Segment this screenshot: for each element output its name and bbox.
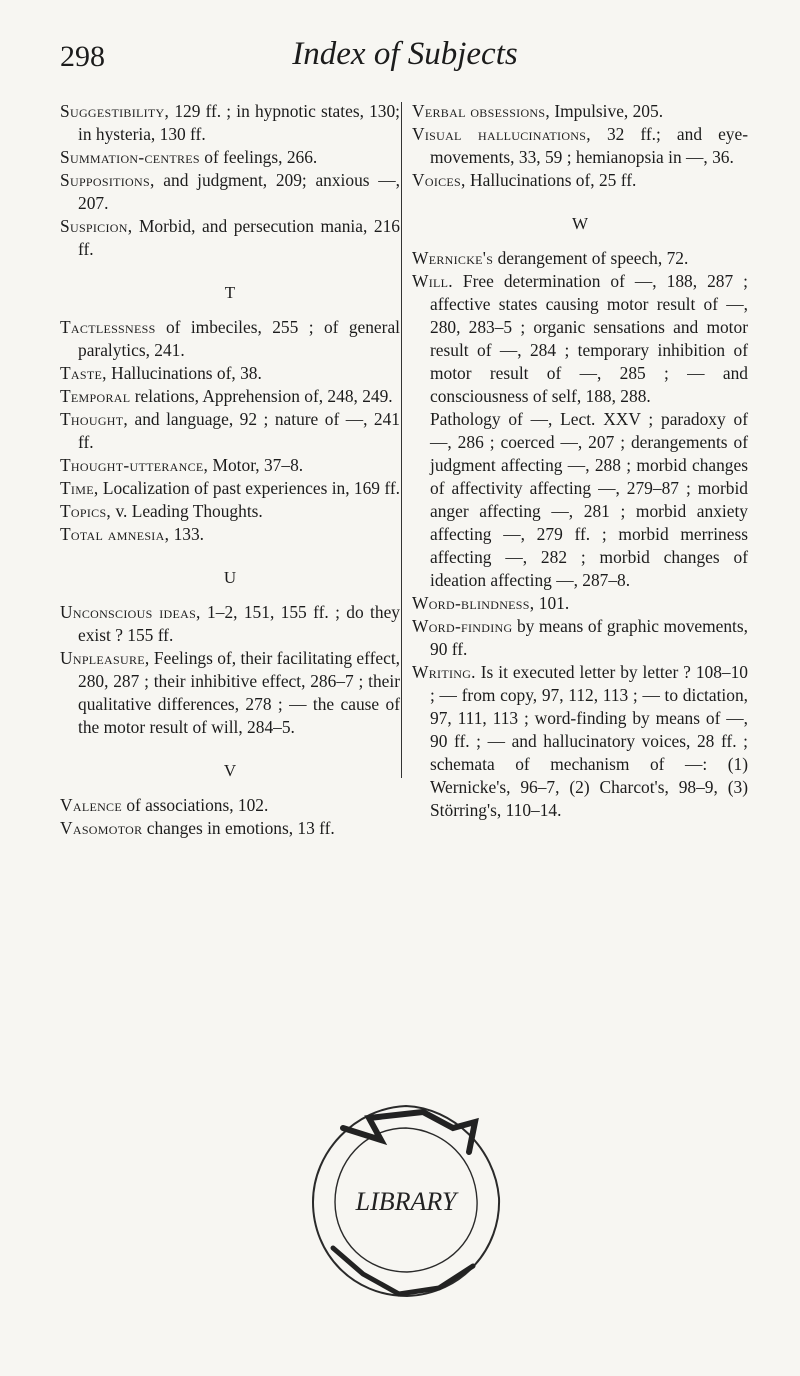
index-entry [412, 270, 748, 408]
will-subentry: Pathology of —, Lect. XXV ; paradoxy of —, 286 ; coerced —, 207 ; derangements of judgment affecting —, 288 ; morbid changes of affectivity affecting —, 279–87 ; morbid anger affecting —, 281 ; morbid anxiety affecting —, 279 ff. ; morbid merriness affecting —, 282 ; morbid changes of ideation affecting —, 287–8. [430, 409, 748, 590]
entry-locators: of associations, 102. [122, 795, 269, 815]
index-entry [60, 477, 400, 500]
entry-heading: Vasomotor [60, 818, 143, 838]
entry-locators: changes in emotions, 13 ff. [142, 818, 335, 838]
index-entry [60, 500, 400, 523]
entry-heading: Visual hallucinations, [412, 124, 591, 144]
section-letter-v: V [223, 761, 237, 780]
entry-heading: Suspicion, [60, 216, 133, 236]
index-entry [60, 215, 400, 261]
entry-locators: Morbid, and persecution mania, 216 ff. [78, 216, 400, 259]
entry-heading: Unconscious ideas, [60, 602, 201, 622]
entry-heading: Voices, [412, 170, 466, 190]
entry-heading: Thought, [60, 409, 129, 429]
entry-locators: of feelings, 266. [199, 147, 318, 167]
w-entries [412, 247, 748, 408]
entry-heading: Word-finding [412, 616, 513, 636]
entry-locators: derangement of speech, 72. [493, 248, 689, 268]
index-entry [412, 661, 748, 822]
page-header [60, 36, 750, 86]
stamp-text: LIBRARY [355, 1187, 457, 1216]
index-entry [60, 316, 400, 362]
column-divider [401, 102, 402, 778]
index-entry [412, 592, 748, 615]
entry-locators: Motor, 37–8. [208, 455, 304, 475]
entry-locators: and judgment, 209; anxious —, 207. [78, 170, 400, 213]
index-entry [60, 817, 400, 840]
entry-heading: Wernicke's [412, 248, 494, 268]
entry-heading: Tactlessness [60, 317, 156, 337]
v-entries-left [60, 794, 400, 840]
entry-heading: Word-blindness, [412, 593, 535, 613]
entry-locators: and language, 92 ; nature of —, 241 ff. [78, 409, 400, 452]
entry-heading: Writing. [412, 662, 476, 682]
entry-heading: Temporal [60, 386, 131, 406]
entry-heading: Unpleasure, [60, 648, 150, 668]
left-column [60, 100, 400, 840]
entry-heading: Time, [60, 478, 99, 498]
entry-heading: Suppositions, [60, 170, 155, 190]
entry-locators: Free determination of —, 188, 287 ; affective states causing motor result of —, 280, 283–5 ; organic sensations and motor result of —, 284 ; temporary inhibition of motor result of —, 285 ; — and consciousness of self, 188, 288. [430, 271, 748, 406]
library-stamp-icon [303, 1098, 509, 1304]
entry-locators: 101. [534, 593, 570, 613]
entry-locators: 133. [169, 524, 204, 544]
entry-locators: Is it executed letter by letter ? 108–10 ; — from copy, 97, 112, 113 ; — to dictation, 97, 111, 113 ; word-finding by means of —, 90 ff. ; — and hallucinatory voices, 28 ff. ; schemata of mechanism of —: (1) Wernicke's, 96–7, (2) Charcot's, 98–9, (3) Störring's, 110–14. [430, 662, 748, 820]
entry-locators: of imbeciles, 255 ; of general paralytics, 241. [78, 317, 400, 360]
entry-locators: by means of graphic movements, 90 ff. [430, 616, 748, 659]
index-entry [60, 794, 400, 817]
section-letter-u: U [223, 568, 237, 587]
entry-locators: 129 ff. ; in hypnotic states, 130; in hysteria, 130 ff. [78, 101, 400, 144]
t-entries [60, 316, 400, 546]
index-entry [60, 100, 400, 146]
entry-heading: Topics, [60, 501, 112, 521]
index-entry [60, 601, 400, 647]
right-column [412, 100, 748, 822]
index-entry [60, 385, 400, 408]
entry-locators: 1–2, 151, 155 ff. ; do they exist ? 155 ff. [78, 602, 400, 645]
index-entry [60, 362, 400, 385]
s-entries [60, 100, 400, 261]
entry-locators: Localization of past experiences in, 169 ff. [98, 478, 400, 498]
index-entry [412, 169, 748, 192]
index-entry [60, 647, 400, 739]
index-entry [412, 247, 748, 270]
entry-locators: relations, Apprehension of, 248, 249. [130, 386, 393, 406]
entry-heading: Valence [60, 795, 122, 815]
index-entry [60, 408, 400, 454]
section-letter-w: W [571, 214, 589, 233]
section-letter-t: T [224, 283, 236, 302]
entry-heading: Taste, [60, 363, 107, 383]
entry-locators: Hallucinations of, 25 ff. [465, 170, 637, 190]
index-entry [60, 169, 400, 215]
entry-locators: Hallucinations of, 38. [106, 363, 262, 383]
index-entry [412, 123, 748, 169]
index-entry [60, 454, 400, 477]
running-title: Index of Subjects [292, 36, 518, 72]
index-entry [412, 615, 748, 661]
index-entry [412, 100, 748, 123]
entry-heading: Will. [412, 271, 453, 291]
u-entries [60, 601, 400, 739]
index-entry [60, 146, 400, 169]
page-number: 298 [60, 40, 105, 73]
entry-heading: Verbal obsessions, [412, 101, 551, 121]
entry-locators: Impulsive, 205. [550, 101, 664, 121]
entry-locators: v. Leading Thoughts. [111, 501, 263, 521]
entry-heading: Total amnesia, [60, 524, 170, 544]
entry-locators: Feelings of, their facilitating effect, 280, 287 ; their inhibitive effect, 286–7 ; their qualitative differences, 278 ; — the cause of the motor result of will, 284–5. [78, 648, 400, 737]
entry-heading: Suggestibility, [60, 101, 170, 121]
v-entries-right [412, 100, 748, 192]
w-entries-2 [412, 592, 748, 822]
entry-heading: Thought-utterance, [60, 455, 209, 475]
index-entry [60, 523, 400, 546]
entry-heading: Summation-centres [60, 147, 200, 167]
entry-locators: 32 ff.; and eye-movements, 33, 59 ; hemianopsia in —, 36. [430, 124, 748, 167]
